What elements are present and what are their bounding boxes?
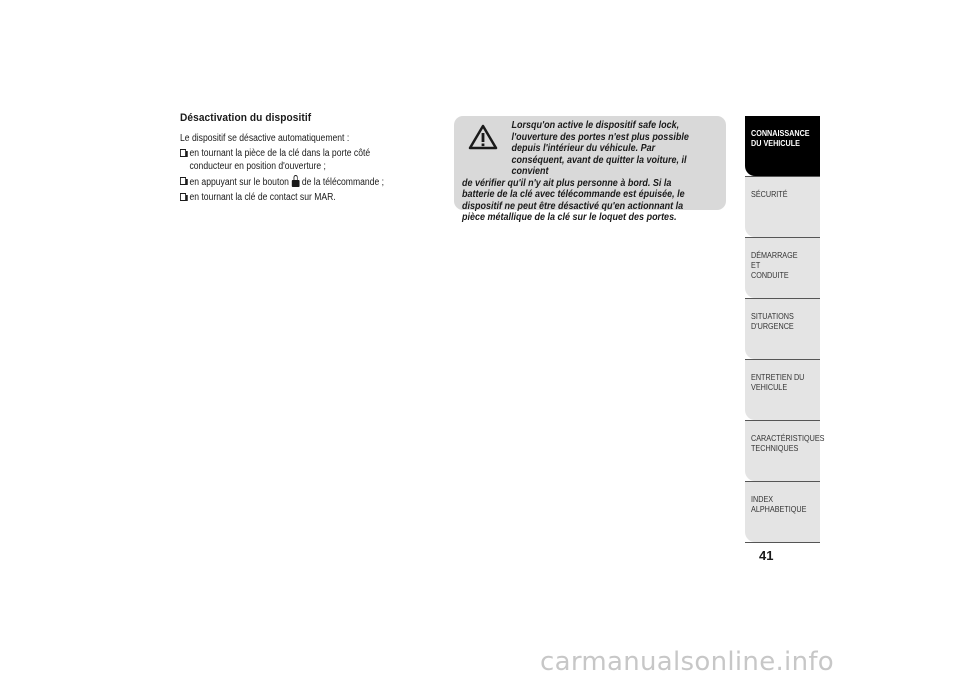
tab-demarrage-et-conduite[interactable] [745,238,820,298]
list-item-text: en tournant la clé de contact sur MAR. [189,192,336,203]
tab-connaissance-du-vehicule[interactable] [745,116,820,176]
bullet-icon [180,193,186,201]
chapter-tabs [745,116,825,543]
warning-text [462,120,705,224]
list-item-text [189,175,384,189]
watermark: carmanualsonline.info [540,647,835,677]
warning-text-rest: de vérifier qu'il n'y ait plus personne à bord. Si la batterie de la clé avec télécommande est épuisée, le dispositif ne peut être désactivé qu'en actionnant la pièce métallique de la clé sur le loquet des portes. [462,177,685,223]
tab-label: CONNAISSANCE DU VEHICULE [751,128,810,148]
tab-situations-d-urgence[interactable] [745,299,820,359]
lock-icon [292,175,300,187]
tab-label: SITUATIONS D'URGENCE [751,311,794,331]
intro-text: Le dispositif se désactive automatiquement : [180,133,350,144]
bullet-icon [180,149,186,157]
list-item [180,191,408,204]
list-item [180,147,408,173]
section-body [180,132,408,206]
tab-label: DÉMARRAGE ET CONDUITE [751,250,798,280]
page-number: 41 [759,548,774,563]
list-item-text: en tournant la pièce de la clé dans la porte côté conducteur en position d'ouverture ; [189,148,371,172]
tab-label: INDEX ALPHABETIQUE [751,494,807,514]
tab-label: ENTRETIEN DU VEHICULE [751,372,805,392]
section-title: Désactivation du dispositif [180,112,312,124]
list-item [180,175,408,189]
tab-entretien-du-vehicule[interactable] [745,360,820,420]
list-item-text-prefix: en appuyant sur le bouton [189,177,289,188]
tab-securite[interactable] [745,177,820,237]
tab-caracteristiques-techniques[interactable] [745,421,825,481]
bullet-icon [180,177,186,185]
tab-index-alphabetique[interactable] [745,482,820,542]
list-item-text-suffix: de la télécommande ; [301,177,385,188]
warning-box [454,116,726,223]
tab-label: CARACTÉRISTIQUES TECHNIQUES [751,433,825,453]
warning-text-indented: Lorsqu'on active le dispositif safe lock, l'ouverture des portes n'est plus possible depuis l'intérieur du véhicule. Par conséquent, avant de quitter la voiture, il convient [511,120,689,177]
tab-label: SÉCURITÉ [751,189,788,199]
